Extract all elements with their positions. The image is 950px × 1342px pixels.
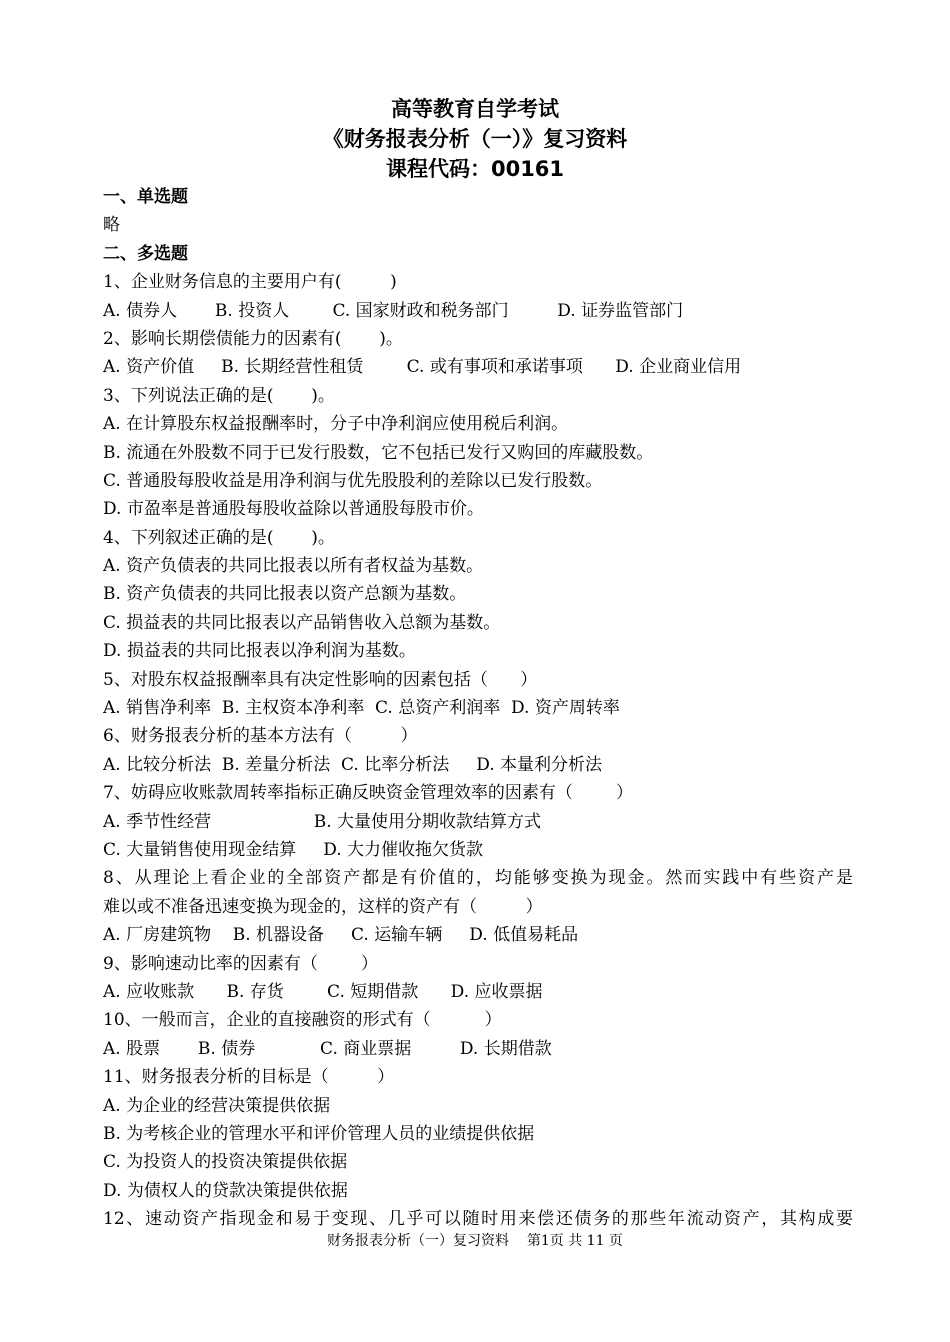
text-line: 略 — [103, 215, 120, 236]
text-line: D. 损益表的共同比报表以净利润为基数。 — [103, 641, 416, 662]
section-heading: 二、多选题 — [103, 243, 188, 264]
text-line: A. 在计算股东权益报酬率时，分子中净利润应使用税后利润。 — [103, 414, 569, 435]
text-line: C. 损益表的共同比报表以产品销售收入总额为基数。 — [103, 612, 501, 633]
text-line: 12、速动资产指现金和易于变现、几乎可以随时用来偿还债务的那些年流动资产，其构成要 — [103, 1209, 853, 1230]
text-line: 3、下列说法正确的是( )。 — [103, 385, 335, 406]
text-line: 7、妨碍应收账款周转率指标正确反映资金管理效率的因素有（ ） — [103, 783, 634, 804]
text-line: D. 市盈率是普通股每股收益除以普通股每股市价。 — [103, 499, 484, 520]
section-heading: 一、单选题 — [103, 187, 188, 207]
text-line: C. 普通股每股收益是用净利润与优先股股利的差除以已发行股数。 — [103, 470, 603, 491]
text-line: A. 厂房建筑物 B. 机器设备 C. 运输车辆 D. 低值易耗品 — [103, 925, 579, 946]
text-line: 11、财务报表分析的目标是（ ） — [103, 1067, 395, 1088]
text-line: 1、企业财务信息的主要用户有( ) — [103, 272, 397, 293]
text-line: B. 为考核企业的管理水平和评价管理人员的业绩提供依据 — [103, 1123, 535, 1144]
text-line: A. 销售净利率 B. 主权资本净利率 C. 总资产利润率 D. 资产周转率 — [103, 698, 620, 719]
document-body — [103, 183, 853, 1233]
text-line: B. 流通在外股数不同于已发行股数，它不包括已发行又购回的库藏股数。 — [103, 442, 654, 463]
text-line: D. 为债权人的贷款决策提供依据 — [103, 1180, 348, 1201]
text-line: A. 债券人 B. 投资人 C. 国家财政和税务部门 D. 证券监管部门 — [103, 300, 684, 321]
text-line: A. 资产负债表的共同比报表以所有者权益为基数。 — [103, 556, 484, 577]
text-line: A. 资产价值 B. 长期经营性租赁 C. 或有事项和承诺事项 D. 企业商业信用 — [103, 357, 742, 378]
text-line: B. 资产负债表的共同比报表以资产总额为基数。 — [103, 584, 467, 605]
title-line: 《财务报表分析（一）》复习资料 — [322, 127, 628, 151]
text-line: C. 大量销售使用现金结算 D. 大力催收拖欠货款 — [103, 839, 484, 860]
text-line: A. 为企业的经营决策提供依据 — [103, 1095, 331, 1116]
text-line: 5、对股东权益报酬率具有决定性影响的因素包括（ ） — [103, 669, 538, 690]
text-line: C. 为投资人的投资决策提供依据 — [103, 1152, 348, 1173]
text-line: A. 应收账款 B. 存货 C. 短期借款 D. 应收票据 — [103, 981, 543, 1002]
text-line: 难以或不准备迅速变换为现金的，这样的资产有（ ） — [103, 896, 543, 917]
text-line: 10、一般而言，企业的直接融资的形式有（ ） — [103, 1010, 502, 1031]
text-line: 4、下列叙述正确的是( )。 — [103, 527, 335, 548]
text-line: 8、从理论上看企业的全部资产都是有价值的，均能够变换为现金。然而实践中有些资产是 — [103, 868, 853, 889]
text-line: A. 季节性经营 B. 大量使用分期收款结算方式 — [103, 811, 542, 832]
text-line: 9、影响速动比率的因素有（ ） — [103, 953, 379, 974]
text-line: 6、财务报表分析的基本方法有（ ） — [103, 726, 418, 747]
page-footer: 财务报表分析（一）复习资料 第1页 共 11 页 — [327, 1233, 623, 1249]
title-line: 高等教育自学考试 — [391, 97, 559, 121]
text-line: A. 比较分析法 B. 差量分析法 C. 比率分析法 D. 本量利分析法 — [103, 754, 603, 775]
text-line: A. 股票 B. 债券 C. 商业票据 D. 长期借款 — [103, 1038, 552, 1059]
text-line: 2、影响长期偿债能力的因素有( )。 — [103, 328, 403, 349]
document-title — [0, 94, 950, 184]
title-line: 课程代码：00161 — [385, 157, 565, 181]
